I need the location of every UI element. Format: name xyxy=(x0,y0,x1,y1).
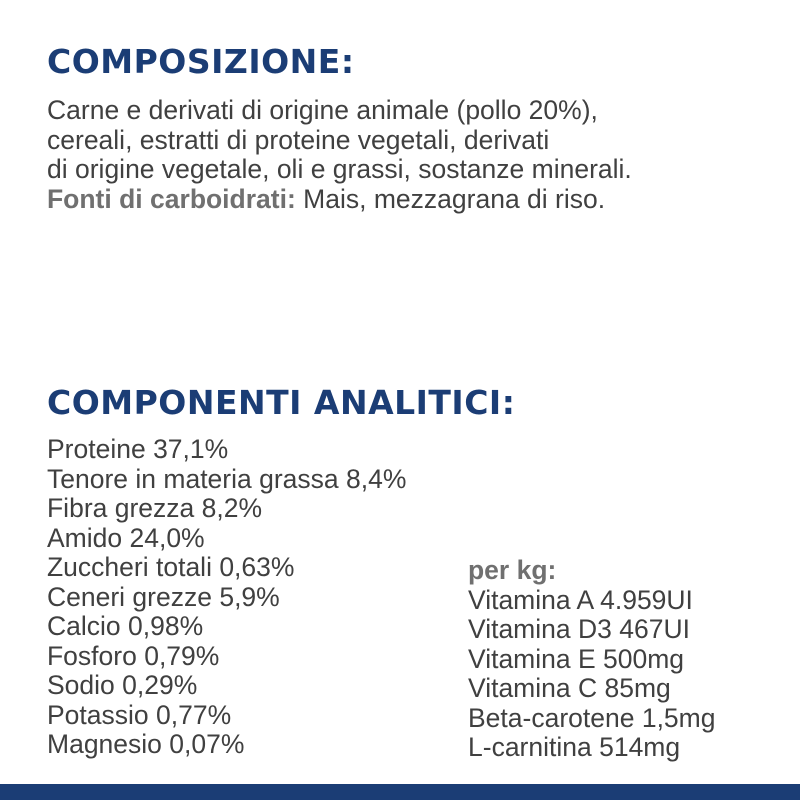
per-kg-label: per kg: xyxy=(468,555,557,585)
analytical-item: Proteine 37,1% xyxy=(47,434,229,464)
analytical-item: Calcio 0,98% xyxy=(47,611,204,641)
analytical-item: Sodio 0,29% xyxy=(47,670,198,700)
vitamin-item: L-carnitina 514mg xyxy=(468,732,681,762)
composition-line: Carne e derivati di origine animale (pollo 20%), xyxy=(47,95,598,125)
vitamin-item: Vitamina E 500mg xyxy=(468,643,685,674)
vitamin-item: Vitamina A 4.959UI xyxy=(468,584,693,615)
analytical-heading: COMPONENTI ANALITICI: xyxy=(47,383,516,422)
carbohydrate-label: Fonti di carboidrati: xyxy=(47,183,296,214)
carbohydrate-value: Mais, mezzagrana di riso. xyxy=(295,183,606,214)
analytical-item: Fosforo 0,79% xyxy=(47,640,220,671)
vitamin-item: Vitamina D3 467UI xyxy=(468,614,690,644)
composition-line: di origine vegetale, oli e grassi, sostanze minerali. xyxy=(47,154,632,184)
analytical-item: Amido 24,0% xyxy=(47,522,205,553)
analytical-item: Potassio 0,77% xyxy=(47,699,232,730)
carbohydrate-sources xyxy=(47,185,767,215)
composition-line: cereali, estratti di proteine vegetali, derivati xyxy=(47,124,550,155)
composition-heading: COMPOSIZIONE: xyxy=(47,42,355,81)
analytical-item: Fibra grezza 8,2% xyxy=(47,493,263,523)
analytical-item: Tenore in materia grassa 8,4% xyxy=(47,463,407,494)
analytical-item: Magnesio 0,07% xyxy=(47,729,245,759)
vitamin-item: Beta-carotene 1,5mg xyxy=(468,702,716,733)
footer-bar xyxy=(0,784,800,800)
vitamins-list xyxy=(468,556,715,763)
vitamin-item: Vitamina C 85mg xyxy=(468,673,671,703)
analytical-item: Zuccheri totali 0,63% xyxy=(47,552,295,582)
composition-text xyxy=(47,96,767,214)
analytical-item: Ceneri grezze 5,9% xyxy=(47,581,280,612)
analytical-list xyxy=(47,435,406,760)
